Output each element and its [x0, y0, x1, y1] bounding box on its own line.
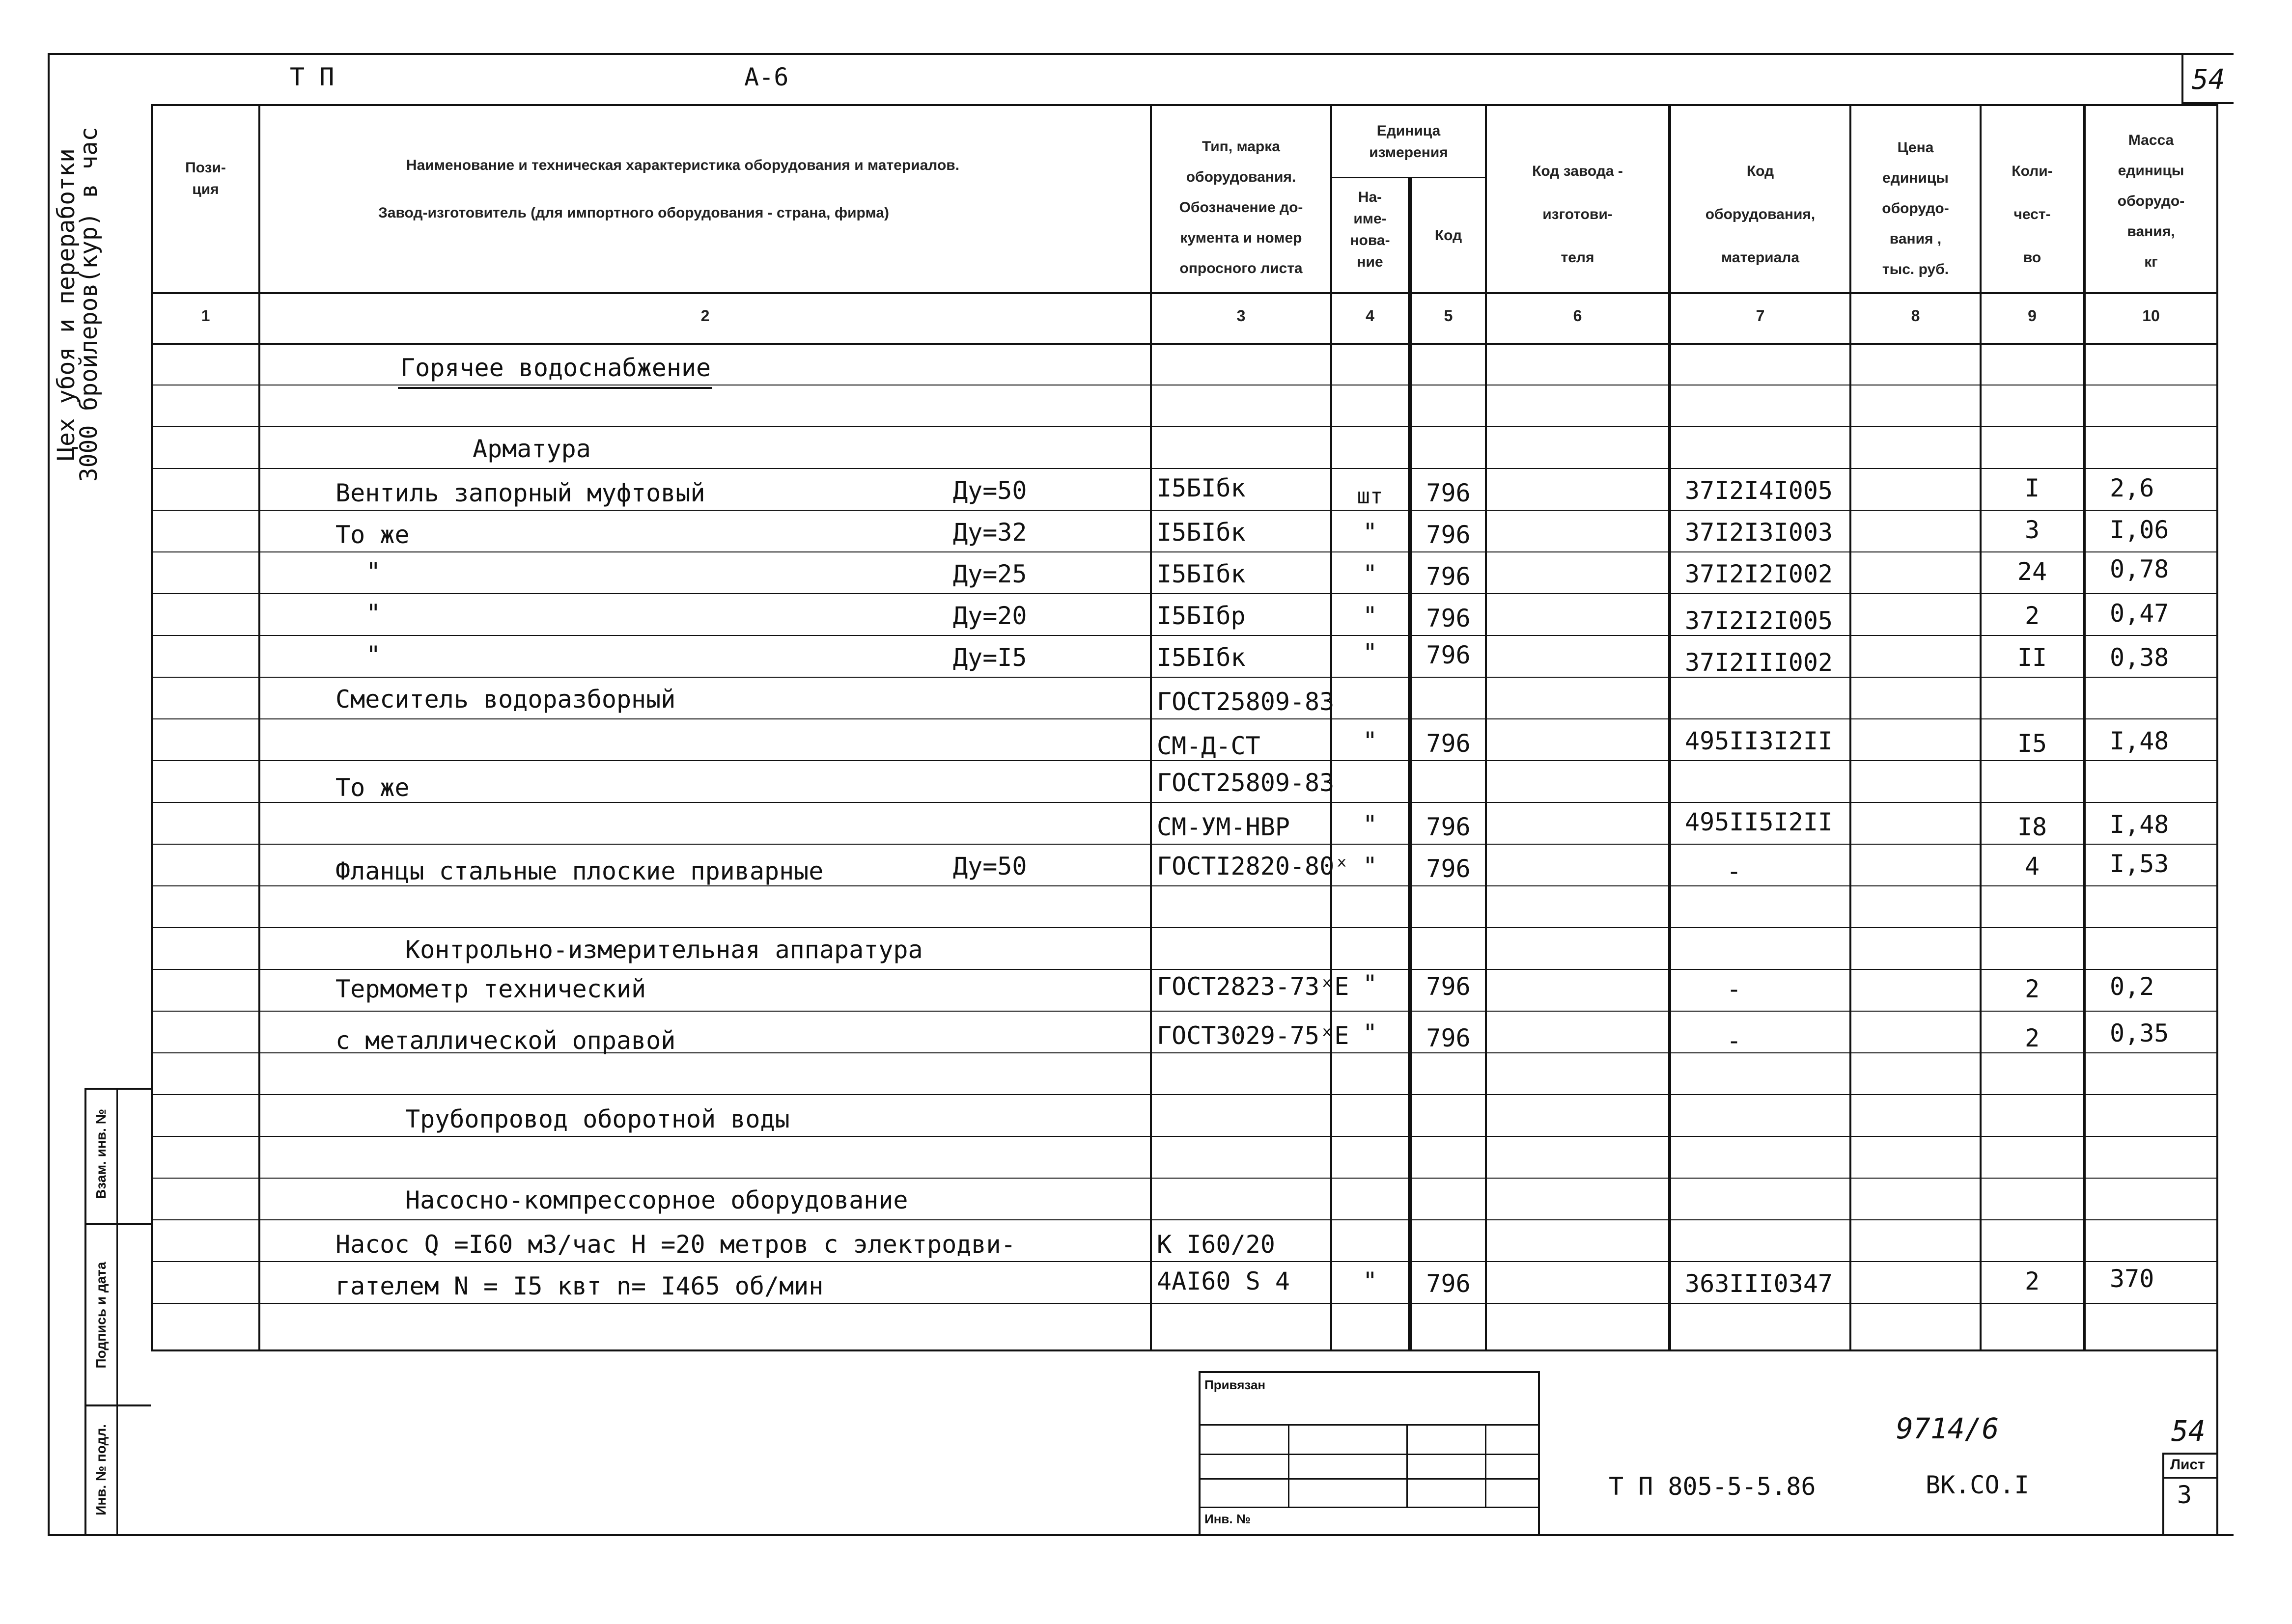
stamp-mark: ВК.СО.I [1926, 1471, 2029, 1499]
colnum-7: 7 [1756, 307, 1765, 325]
row-type: 4AI60 S 4 [1157, 1267, 1290, 1295]
row-name: " [366, 599, 381, 628]
outer-frame-top [48, 53, 2234, 55]
row-type: СМ-УМ-НВР [1157, 813, 1290, 841]
colnum-4: 4 [1366, 307, 1374, 325]
row-unit: " [1362, 810, 1378, 839]
row-line [151, 1094, 2218, 1095]
row-code: 796 [1426, 479, 1471, 507]
row-equip: 37I2I3I003 [1685, 518, 1833, 547]
row-name: То же [335, 773, 410, 802]
row-name: гателем N = I5 квт n= I465 об/мин [335, 1272, 824, 1300]
row-qty: 24 [2017, 557, 2047, 586]
row-line [151, 426, 2218, 427]
row-line [151, 1011, 2218, 1012]
stamp-list-label: Лист [2170, 1457, 2205, 1473]
colnum-1: 1 [201, 307, 210, 325]
unit-group-line [1330, 177, 1485, 178]
header-col8: Цена единицы оборудо- вания , тыс. руб. [1882, 139, 1949, 277]
stamp-col1 [1288, 1424, 1289, 1507]
header-col2-line2: Завод-изготовитель (для импортного оборудования - страна, фирма) [378, 205, 889, 221]
row-line [151, 802, 2218, 803]
row-mass: 2,6 [2110, 474, 2154, 502]
stamp-privyazan-top [1199, 1371, 1540, 1373]
row-name: Вентиль запорный муфтовый [335, 479, 705, 507]
row-type: ГОСТI2820-80ˣ [1157, 852, 1349, 881]
row-type: К I60/20 [1157, 1230, 1275, 1259]
col-line-7 [1849, 104, 1851, 1350]
row-code: 796 [1426, 813, 1471, 841]
sheet-code-mid: А-6 [744, 63, 789, 91]
row-unit: " [1362, 970, 1378, 998]
col-line-1 [258, 104, 260, 1350]
row-code: 796 [1426, 641, 1471, 669]
col-line-6 [1668, 104, 1671, 1350]
section-title: Горячее водоснабжение [400, 354, 711, 382]
row-unit: " [1362, 727, 1378, 755]
row-equip: 37I2I2I002 [1685, 560, 1833, 588]
row-code: 796 [1426, 1269, 1471, 1298]
row-type: ГОСТ25809-83 [1157, 769, 1335, 797]
row-qty: 2 [2024, 975, 2040, 1003]
row-equip: 37I2I4I005 [1685, 476, 1833, 505]
row-line [151, 1178, 2218, 1179]
list-box-left [2162, 1453, 2164, 1536]
row-qty: 4 [2024, 852, 2040, 881]
row-dn: Ду=50 [953, 852, 1027, 881]
row-code: 796 [1426, 854, 1471, 883]
stamp-row3 [1199, 1478, 1540, 1480]
row-line [151, 844, 2218, 845]
header-col2-line1: Наименование и техническая характеристика оборудования и материалов. [406, 157, 960, 173]
row-line [151, 635, 2218, 636]
stamp-col2 [1406, 1424, 1408, 1507]
outer-frame-left [48, 53, 50, 1536]
row-dn: Ду=25 [953, 560, 1027, 588]
row-mass: I,53 [2110, 850, 2169, 878]
row-name: Смеситель водоразборный [335, 685, 676, 714]
row-line [151, 1261, 2218, 1262]
row-line [151, 510, 2218, 511]
stamp-row2 [1199, 1454, 1540, 1455]
row-line [151, 885, 2218, 886]
row-type: I5БIбр [1157, 602, 1246, 630]
row-qty: I8 [2017, 813, 2047, 841]
section-underline [398, 387, 712, 389]
row-equip: - [1727, 1026, 1742, 1055]
colnum-8: 8 [1911, 307, 1920, 325]
list-box-mid [2162, 1477, 2216, 1479]
row-mass: 0,35 [2110, 1019, 2169, 1047]
row-name: Фланцы стальные плоские приварные [335, 857, 824, 885]
header-col3: Тип, марка оборудования. Обозначение до- кумента и номер опросного листа [1179, 138, 1303, 276]
page-number: 54 [2192, 64, 2225, 96]
row-mass: 0,2 [2110, 972, 2154, 1001]
stamp-handwritten-no: 9714/6 [1896, 1412, 1999, 1445]
row-equip: 363III0347 [1685, 1269, 1833, 1298]
row-code: 796 [1426, 1024, 1471, 1052]
row-equip: - [1727, 975, 1742, 1003]
side-stamp-div1 [84, 1223, 151, 1225]
side-title-line2: 3000 бройлеров(кур) в час [75, 127, 103, 482]
row-equip: - [1727, 857, 1742, 885]
row-type: ГОСТ3029-75ˣЕ [1157, 1021, 1349, 1050]
row-qty: 2 [2024, 602, 2040, 630]
row-name: То же [335, 521, 410, 549]
row-unit: " [1362, 1267, 1378, 1295]
row-equip: 37I2I2I005 [1685, 606, 1833, 635]
row-line [151, 927, 2218, 928]
page-box-left [2181, 55, 2183, 104]
subsection-title: Насосно-компрессорное оборудование [405, 1186, 908, 1214]
col-line-2 [1150, 104, 1152, 1350]
row-line [151, 1303, 2218, 1304]
row-mass: I,06 [2110, 516, 2169, 544]
header-col9: Коли- чест- во [2012, 163, 2053, 266]
stamp-inv-label: Инв. № [1204, 1512, 1251, 1526]
table-left-line [151, 104, 153, 1350]
row-unit: " [1362, 518, 1378, 547]
row-code: 796 [1426, 521, 1471, 549]
row-unit: " [1362, 560, 1378, 588]
row-code: 796 [1426, 562, 1471, 591]
row-line [151, 969, 2218, 970]
row-equip: 37I2III002 [1685, 648, 1833, 677]
col-line-8 [1980, 104, 1982, 1350]
row-line [151, 593, 2218, 594]
row-mass: 0,47 [2110, 599, 2169, 628]
header-col1: Пози- ция [185, 160, 226, 197]
row-type: СМ-Д-СТ [1157, 732, 1260, 760]
header-col6: Код завода - изготови- теля [1532, 163, 1623, 266]
colnum-10: 10 [2142, 307, 2160, 325]
row-mass: I,48 [2110, 727, 2169, 755]
subsection-title: Арматура [473, 435, 591, 463]
row-name: " [366, 557, 381, 586]
row-line [151, 551, 2218, 552]
row-code: 796 [1426, 972, 1471, 1001]
row-type: I5БIбк [1157, 643, 1246, 672]
row-unit: " [1362, 1019, 1378, 1047]
side-stamp-vzam: Взам. инв. № [93, 1109, 109, 1199]
row-line [151, 760, 2218, 761]
row-type: I5БIбк [1157, 518, 1246, 547]
row-unit: шт [1357, 484, 1383, 509]
side-title-line1: Цех убоя и переработки [53, 148, 80, 461]
row-qty: 2 [2024, 1024, 2040, 1052]
colnum-5: 5 [1444, 307, 1453, 325]
row-name: " [366, 641, 381, 669]
header-col10: Масса единицы оборудо- вания, кг [2117, 132, 2185, 270]
row-dn: Ду=50 [953, 476, 1027, 505]
side-stamp-podpis: Подпись и дата [93, 1262, 109, 1369]
row-mass: 0,38 [2110, 643, 2169, 672]
row-qty: I [2024, 474, 2040, 502]
row-unit: " [1362, 638, 1378, 667]
row-dn: Ду=20 [953, 602, 1027, 630]
subsection-title: Контрольно-измерительная аппаратура [405, 936, 923, 964]
colnum-2: 2 [700, 307, 710, 325]
col-line-10 [2216, 104, 2218, 1350]
row-line [151, 677, 2218, 678]
colnum-9: 9 [2028, 307, 2037, 325]
colnum-6: 6 [1573, 307, 1582, 325]
row-line [151, 718, 2218, 719]
col-line-9 [2083, 104, 2086, 1350]
row-unit: " [1362, 602, 1378, 630]
col-line-4 [1408, 177, 1412, 1350]
row-qty: 2 [2024, 1267, 2040, 1295]
header-col5: Код [1434, 227, 1462, 244]
row-qty: I5 [2017, 729, 2047, 758]
row-qty: 3 [2024, 516, 2040, 544]
row-name: Термометр технический [335, 975, 646, 1003]
row-line [151, 1219, 2218, 1220]
row-mass: 0,78 [2110, 555, 2169, 583]
side-stamp-inv: Инв. № подл. [93, 1424, 109, 1515]
list-box-top [2162, 1453, 2216, 1455]
row-mass: 370 [2110, 1265, 2154, 1293]
side-stamp-mid [116, 1088, 118, 1535]
table-top-line [151, 104, 2218, 106]
row-code: 796 [1426, 604, 1471, 633]
subsection-title: Трубопровод оборотной воды [405, 1105, 790, 1133]
table-bottom-line [151, 1349, 2218, 1351]
row-line [151, 468, 2218, 469]
row-qty: II [2017, 643, 2047, 672]
row-equip: 495II5I2II [1685, 808, 1833, 836]
header-col45-group: Единица измерения [1369, 123, 1448, 161]
header-bottom-line [151, 292, 2218, 294]
stamp-row4 [1199, 1507, 1540, 1508]
stamp-handwritten-page: 54 [2171, 1414, 2206, 1448]
row-equip: 495II3I2II [1685, 727, 1833, 755]
row-name: с металлической оправой [335, 1026, 676, 1055]
row-type: ГОСТ2823-73ˣЕ [1157, 972, 1349, 1001]
side-title [53, 127, 118, 482]
side-stamp-left [84, 1088, 86, 1535]
stamp-row1 [1199, 1424, 1540, 1426]
header-col4: На- име- нова- ние [1350, 189, 1390, 270]
row-name: Насос Q =I60 м3/час Н =20 метров с электродви- [335, 1230, 1016, 1259]
colnum-3: 3 [1236, 307, 1246, 325]
row-line [151, 1136, 2218, 1137]
frame-bottom [48, 1534, 2234, 1536]
row-dn: Ду=32 [953, 518, 1027, 547]
row-type: ГОСТ25809-83 [1157, 688, 1335, 716]
stamp-list-value: 3 [2177, 1481, 2192, 1509]
colnum-bottom-line [151, 343, 2218, 345]
row-type: I5БIбк [1157, 474, 1246, 502]
header-col7: Код оборудования, материала [1705, 163, 1816, 266]
row-dn: Ду=I5 [953, 643, 1027, 672]
row-type: I5БIбк [1157, 560, 1246, 588]
row-unit: " [1362, 852, 1378, 881]
stamp-privyazan-label: Привязан [1204, 1377, 1266, 1392]
sheet-code-left: Т П [290, 63, 335, 91]
stamp-col3 [1485, 1424, 1486, 1507]
row-code: 796 [1426, 729, 1471, 758]
stamp-doc-code: Т П 805-5-5.86 [1609, 1472, 1816, 1501]
row-mass: I,48 [2110, 810, 2169, 839]
col-line-5 [1485, 104, 1487, 1350]
